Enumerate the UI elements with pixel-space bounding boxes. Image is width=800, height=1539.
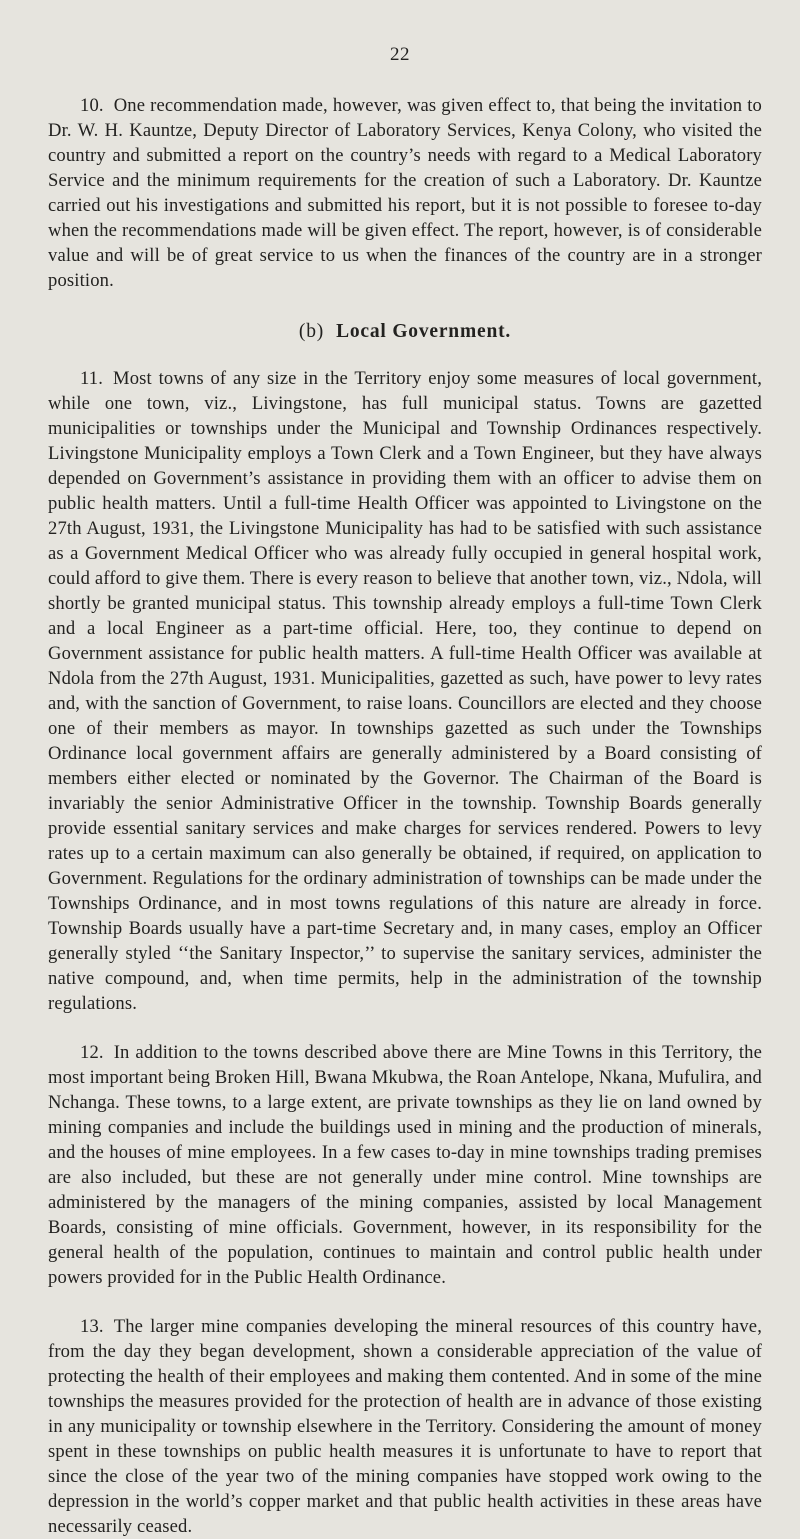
- paragraph-number: 11.: [80, 368, 104, 389]
- section-heading: [48, 319, 762, 344]
- paragraph-number: 12.: [80, 1042, 104, 1063]
- paragraph-11: [48, 366, 762, 1016]
- paragraph-12: [48, 1040, 762, 1290]
- paragraph-text: In addition to the towns described above there are Mine Towns in this Territory, the most important being Broken Hill, Bwana Mkubwa, the Roan Antelope, Nkana, Mufulira, and Nchanga. These towns, to a large extent, are private townships as they lie on land owned by mining companies and include the buildings used in mining and the production of minerals, and the houses of mine employees. In a few cases to-day in mine townships trading premises are also included, but these are not generally under mine control. Mine townships are administered by the managers of the mining companies, assisted by local Management Boards, consisting of mine officials. Government, however, in its responsibility for the general health of the population, continues to maintain and control public health under powers provided for in the Public Health Ordinance.: [48, 1042, 762, 1288]
- section-label: (b): [298, 321, 325, 342]
- paragraph-number: 10.: [80, 95, 104, 116]
- paragraph-number: 13.: [80, 1316, 104, 1337]
- paragraph-text: Most towns of any size in the Territory enjoy some measures of local government, while one town, viz., Livingstone, has full municipal status. Towns are gazetted municipalities or townships under the Municipal and Township Ordinances respectively. Livingstone Municipality employs a Town Clerk and a Town Engineer, but they have always depended on Government’s assistance in providing them with an officer to advise them on public health matters. Until a full-time Health Officer was appointed to Livingstone on the 27th August, 1931, the Livingstone Municipality has had to be satisfied with such assistance as a Government Medical Officer who was already fully occupied in general hospital work, could afford to give them. There is every reason to believe that another town, viz., Ndola, will shortly be granted municipal status. This township already employs a full-time Town Clerk and a local Engineer as a part-time official. Here, too, they continue to depend on Government assistance for public health matters. A full-time Health Officer was available at Ndola from the 27th August, 1931. Municipalities, gazetted as such, have power to levy rates and, with the sanction of Government, to raise loans. Councillors are elected and they choose one of their members as mayor. In townships gazetted as such under the Townships Ordinance local government affairs are generally administered by a Board consisting of members either elected or nominated by the Governor. The Chairman of the Board is invariably the senior Administrative Officer in the township. Township Boards generally provide essential sanitary services and make charges for services rendered. Powers to levy rates up to a certain maximum can also generally be obtained, if required, on application to Government. Regulations for the ordinary administration of townships can be made under the Townships Ordinance, and in most towns regulations of this nature are already in force. Township Boards usually have a part-time Secretary and, in many cases, employ an Officer generally styled ‘‘the Sanitary Inspector,’’ to supervise the sanitary services, administer the native compound, and, when time permits, help in the administration of the township regulations.: [48, 368, 762, 1014]
- paragraph-10: [48, 93, 762, 293]
- paragraph-13: [48, 1314, 762, 1539]
- paragraph-spacer: [48, 1290, 762, 1314]
- paragraph-text: The larger mine companies developing the mineral resources of this country have, from the day they began development, shown a considerable appreciation of the value of protecting the health of their employees and making them contented. And in some of the mine townships the measures provided for the protection of health are in advance of those existing in any municipality or township elsewhere in the Territory. Considering the amount of money spent in these townships on public health measures it is unfortunate to have to report that since the close of the year two of the mining companies have stopped work owing to the depression in the world’s copper market and that public health activities in these areas have necessarily ceased.: [48, 1316, 762, 1537]
- body-text: [48, 93, 762, 1539]
- paragraph-text: One recommendation made, however, was given effect to, that being the invitation to Dr. W. H. Kauntze, Deputy Director of Laboratory Services, Kenya Colony, who visited the country and submitted a report on the country’s needs with regard to a Medical Laboratory Service and the minimum requirements for the creation of such a Laboratory. Dr. Kauntze carried out his investigations and submitted his report, but it is not possible to foresee to-day when the recommendations made will be given effect. The report, however, is of considerable value and will be of great service to us when the finances of the country are in a stronger position.: [48, 95, 762, 291]
- paragraph-spacer: [48, 1016, 762, 1040]
- page-number: 22: [390, 44, 410, 65]
- section-title: Local Government.: [336, 321, 512, 342]
